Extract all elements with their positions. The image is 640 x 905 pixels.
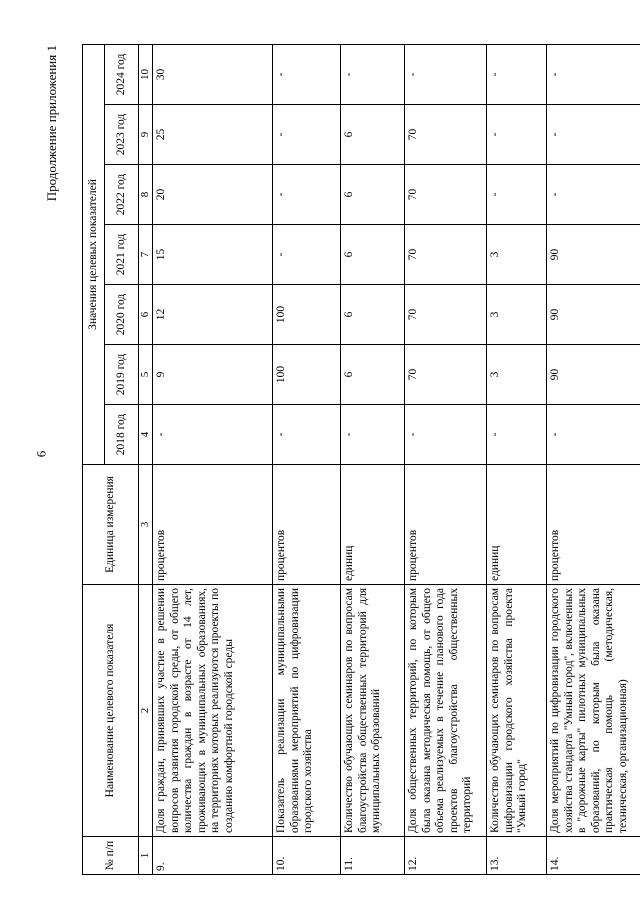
column-index: 6 [139, 285, 153, 345]
column-index: 8 [139, 165, 153, 225]
value-cell: - [340, 405, 404, 465]
value-cell: - [152, 405, 272, 465]
indicator-name: Количество обучающих семинаров по вопросам цифровизации городского хозяйства проекта "Умный город" [486, 585, 546, 837]
unit-cell: единиц [486, 465, 546, 585]
value-cell: 20 [152, 165, 272, 225]
table-row [340, 44, 404, 874]
rotated-page-content [44, 45, 629, 875]
value-cell: 6 [340, 105, 404, 165]
value-cell: 12 [152, 285, 272, 345]
row-number: 13. [486, 837, 546, 875]
value-cell: 15 [152, 225, 272, 285]
indicator-name: Доля общественных территорий, по которым была оказана методическая помощь, от общего объема реализуемых в течение планового года проектов благоустройства общественных территорий [404, 585, 486, 837]
value-cell: - [486, 165, 546, 225]
header-year: 2019 год [105, 345, 139, 405]
value-cell: 100 [272, 285, 340, 345]
row-number: 9. [152, 837, 272, 875]
value-cell: - [272, 405, 340, 465]
value-cell: 70 [404, 165, 486, 225]
appendix-label: Продолжение приложения 1 [44, 45, 59, 202]
row-number: 11. [340, 837, 404, 875]
value-cell: - [486, 44, 546, 104]
indicator-name: Доля мероприятий по цифровизации городского хозяйства стандарта "Умный город", включенных в "дорожные карты" пилотных муниципальных образований, по которым была оказана практическая помощь (методическая, техническая, организационная) [546, 585, 640, 837]
column-index: 4 [139, 405, 153, 465]
value-cell: - [404, 405, 486, 465]
table-row [272, 44, 340, 874]
header-year: 2021 год [105, 225, 139, 285]
column-index: 2 [139, 585, 153, 837]
page-number: 6 [33, 450, 49, 458]
value-cell: - [546, 44, 640, 104]
header-no: № п/п [83, 837, 139, 875]
value-cell: 90 [546, 225, 640, 285]
header-year: 2024 год [105, 44, 139, 104]
value-cell: 9 [152, 345, 272, 405]
table-row [546, 44, 640, 874]
header-year: 2020 год [105, 285, 139, 345]
table-row [486, 44, 546, 874]
value-cell: 70 [404, 345, 486, 405]
value-cell: - [340, 44, 404, 104]
value-cell: - [272, 225, 340, 285]
header-unit: Единица измерения [83, 465, 139, 585]
header-name: Наименование целевого показателя [83, 585, 139, 837]
value-cell: 70 [404, 285, 486, 345]
row-number: 12. [404, 837, 486, 875]
indicator-name: Количество обучающих семинаров по вопросам благоустройства общественных территорий для муниципальных образований [340, 585, 404, 837]
column-index: 1 [139, 837, 153, 875]
table-row [152, 44, 272, 874]
value-cell: 6 [340, 345, 404, 405]
value-cell: - [272, 44, 340, 104]
unit-cell: единиц [340, 465, 404, 585]
column-index: 5 [139, 345, 153, 405]
header-year: 2023 год [105, 105, 139, 165]
unit-cell: процентов [272, 465, 340, 585]
value-cell: 70 [404, 225, 486, 285]
value-cell: 90 [546, 345, 640, 405]
value-cell: 3 [486, 225, 546, 285]
indicators-table [82, 44, 640, 875]
row-number: 10. [272, 837, 340, 875]
header-year: 2018 год [105, 405, 139, 465]
value-cell: 6 [340, 165, 404, 225]
indicator-name: Показатель реализации муниципальными образованиями мероприятий по цифровизации городского хозяйства [272, 585, 340, 837]
value-cell: - [486, 405, 546, 465]
column-index: 9 [139, 105, 153, 165]
value-cell: - [404, 44, 486, 104]
header-values-group: Значения целевых показателей [83, 44, 105, 464]
value-cell: - [486, 105, 546, 165]
value-cell: 70 [404, 105, 486, 165]
value-cell: - [272, 105, 340, 165]
value-cell: 25 [152, 105, 272, 165]
column-index: 3 [139, 465, 153, 585]
value-cell: 3 [486, 345, 546, 405]
column-index: 7 [139, 225, 153, 285]
value-cell: - [546, 405, 640, 465]
header-year: 2022 год [105, 165, 139, 225]
table-row [404, 44, 486, 874]
unit-cell: процентов [152, 465, 272, 585]
row-number: 14. [546, 837, 640, 875]
column-index: 10 [139, 44, 153, 104]
value-cell: 100 [272, 345, 340, 405]
value-cell: - [546, 105, 640, 165]
indicator-name: Доля граждан, принявших участие в решении вопросов развития городской среды, от общего количества граждан в возрасте от 14 лет, проживающих в муниципальных образованиях, на территориях которых реализуются проекты по созданию комфортной городской среды [152, 585, 272, 837]
value-cell: 6 [340, 225, 404, 285]
value-cell: - [546, 165, 640, 225]
value-cell: 3 [486, 285, 546, 345]
value-cell: 90 [546, 285, 640, 345]
value-cell: 30 [152, 44, 272, 104]
unit-cell: процентов [404, 465, 486, 585]
value-cell: - [272, 165, 340, 225]
unit-cell: процентов [546, 465, 640, 585]
value-cell: 6 [340, 285, 404, 345]
